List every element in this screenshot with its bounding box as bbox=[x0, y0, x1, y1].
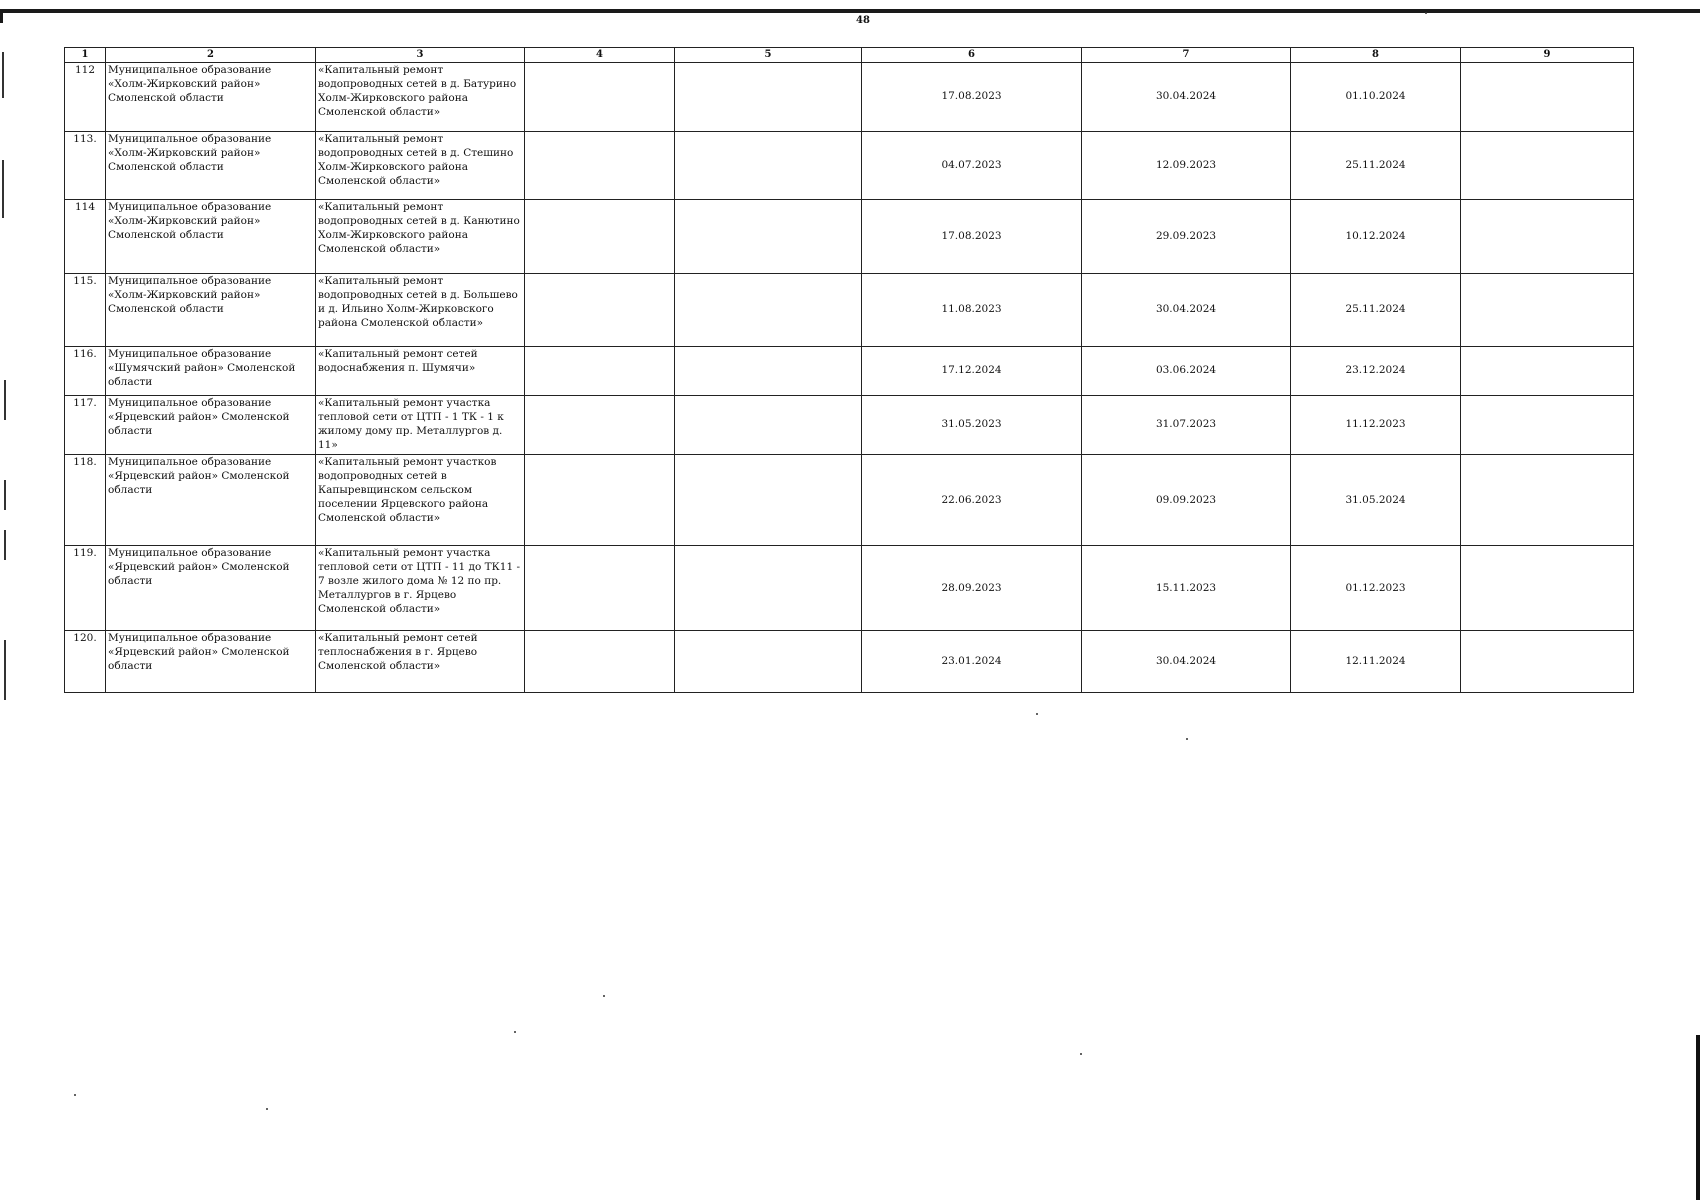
scan-edge-mark bbox=[2, 160, 4, 218]
row-number: 120. bbox=[65, 631, 106, 693]
municipality-cell: Муниципальное образование «Ярцевский район» Смоленской области bbox=[106, 631, 316, 693]
scan-speck bbox=[1186, 738, 1188, 740]
projects-table bbox=[64, 47, 1634, 693]
header-row bbox=[65, 48, 1634, 63]
scan-speck bbox=[1425, 12, 1427, 14]
column-header: 1 bbox=[65, 48, 106, 63]
column-header: 5 bbox=[675, 48, 862, 63]
column-9-cell bbox=[1461, 631, 1634, 693]
column-header: 8 bbox=[1291, 48, 1461, 63]
date-cell-col7: 30.04.2024 bbox=[1082, 63, 1291, 132]
row-number: 113. bbox=[65, 132, 106, 200]
row-number: 116. bbox=[65, 347, 106, 396]
column-5-cell bbox=[675, 396, 862, 455]
date-cell-col8: 12.11.2024 bbox=[1291, 631, 1461, 693]
municipality-cell: Муниципальное образование «Холм-Жирковский район» Смоленской области bbox=[106, 132, 316, 200]
table-row bbox=[65, 200, 1634, 274]
column-5-cell bbox=[675, 455, 862, 546]
column-9-cell bbox=[1461, 63, 1634, 132]
scan-speck bbox=[603, 995, 605, 997]
date-cell-col6: 28.09.2023 bbox=[862, 546, 1082, 631]
column-5-cell bbox=[675, 631, 862, 693]
date-cell-col6: 22.06.2023 bbox=[862, 455, 1082, 546]
object-cell: «Капитальный ремонт участка тепловой сети от ЦТП - 1 ТК - 1 к жилому дому пр. Металлургов д. 11» bbox=[316, 396, 525, 455]
date-cell-col8: 23.12.2024 bbox=[1291, 347, 1461, 396]
date-cell-col6: 17.08.2023 bbox=[862, 200, 1082, 274]
row-number: 114 bbox=[65, 200, 106, 274]
table-row bbox=[65, 274, 1634, 347]
column-9-cell bbox=[1461, 200, 1634, 274]
page-corner-mark bbox=[0, 9, 3, 23]
date-cell-col7: 09.09.2023 bbox=[1082, 455, 1291, 546]
row-number: 119. bbox=[65, 546, 106, 631]
column-4-cell bbox=[525, 200, 675, 274]
date-cell-col7: 03.06.2024 bbox=[1082, 347, 1291, 396]
table-row bbox=[65, 132, 1634, 200]
date-cell-col6: 23.01.2024 bbox=[862, 631, 1082, 693]
column-4-cell bbox=[525, 546, 675, 631]
table-row bbox=[65, 631, 1634, 693]
municipality-cell: Муниципальное образование «Холм-Жирковский район» Смоленской области bbox=[106, 200, 316, 274]
date-cell-col8: 01.10.2024 bbox=[1291, 63, 1461, 132]
column-4-cell bbox=[525, 63, 675, 132]
scan-edge-mark bbox=[4, 530, 6, 560]
scan-speck bbox=[74, 1094, 76, 1096]
object-cell: «Капитальный ремонт водопроводных сетей в д. Стешино Холм-Жирковского района Смоленской области» bbox=[316, 132, 525, 200]
column-5-cell bbox=[675, 63, 862, 132]
object-cell: «Капитальный ремонт участка тепловой сети от ЦТП - 11 до ТК11 - 7 возле жилого дома № 12 по пр. Металлургов в г. Ярцево Смоленской области» bbox=[316, 546, 525, 631]
table-row bbox=[65, 396, 1634, 455]
scan-speck bbox=[1080, 1053, 1082, 1055]
column-4-cell bbox=[525, 347, 675, 396]
municipality-cell: Муниципальное образование «Шумячский район» Смоленской области bbox=[106, 347, 316, 396]
table-row bbox=[65, 63, 1634, 132]
table-row bbox=[65, 455, 1634, 546]
table-row bbox=[65, 546, 1634, 631]
column-9-cell bbox=[1461, 546, 1634, 631]
scan-speck bbox=[266, 1108, 268, 1110]
column-9-cell bbox=[1461, 347, 1634, 396]
column-9-cell bbox=[1461, 396, 1634, 455]
page-number: 48 bbox=[856, 15, 870, 26]
scan-edge-mark bbox=[4, 380, 6, 420]
date-cell-col6: 04.07.2023 bbox=[862, 132, 1082, 200]
scan-edge-mark bbox=[4, 640, 6, 700]
column-header: 2 bbox=[106, 48, 316, 63]
column-9-cell bbox=[1461, 455, 1634, 546]
column-4-cell bbox=[525, 455, 675, 546]
municipality-cell: Муниципальное образование «Ярцевский район» Смоленской области bbox=[106, 455, 316, 546]
object-cell: «Капитальный ремонт водопроводных сетей в д. Большево и д. Ильино Холм-Жирковского района Смоленской области» bbox=[316, 274, 525, 347]
column-header: 4 bbox=[525, 48, 675, 63]
column-9-cell bbox=[1461, 274, 1634, 347]
column-4-cell bbox=[525, 631, 675, 693]
column-4-cell bbox=[525, 274, 675, 347]
row-number: 115. bbox=[65, 274, 106, 347]
column-5-cell bbox=[675, 274, 862, 347]
row-number: 118. bbox=[65, 455, 106, 546]
date-cell-col8: 25.11.2024 bbox=[1291, 132, 1461, 200]
object-cell: «Капитальный ремонт водопроводных сетей в д. Батурино Холм-Жирковского района Смоленской области» bbox=[316, 63, 525, 132]
date-cell-col8: 10.12.2024 bbox=[1291, 200, 1461, 274]
scan-edge-bar bbox=[1696, 1035, 1700, 1200]
column-header: 7 bbox=[1082, 48, 1291, 63]
date-cell-col6: 31.05.2023 bbox=[862, 396, 1082, 455]
municipality-cell: Муниципальное образование «Ярцевский район» Смоленской области bbox=[106, 396, 316, 455]
date-cell-col8: 31.05.2024 bbox=[1291, 455, 1461, 546]
row-number: 117. bbox=[65, 396, 106, 455]
object-cell: «Капитальный ремонт водопроводных сетей в д. Канютино Холм-Жирковского района Смоленской области» bbox=[316, 200, 525, 274]
column-5-cell bbox=[675, 132, 862, 200]
date-cell-col7: 15.11.2023 bbox=[1082, 546, 1291, 631]
scan-speck bbox=[514, 1031, 516, 1033]
municipality-cell: Муниципальное образование «Ярцевский район» Смоленской области bbox=[106, 546, 316, 631]
date-cell-col6: 17.08.2023 bbox=[862, 63, 1082, 132]
object-cell: «Капитальный ремонт участков водопроводных сетей в Капыревщинском сельском поселении Ярцевского района Смоленской области» bbox=[316, 455, 525, 546]
column-5-cell bbox=[675, 347, 862, 396]
column-5-cell bbox=[675, 200, 862, 274]
date-cell-col8: 11.12.2023 bbox=[1291, 396, 1461, 455]
date-cell-col7: 12.09.2023 bbox=[1082, 132, 1291, 200]
column-4-cell bbox=[525, 132, 675, 200]
date-cell-col6: 11.08.2023 bbox=[862, 274, 1082, 347]
date-cell-col7: 31.07.2023 bbox=[1082, 396, 1291, 455]
column-4-cell bbox=[525, 396, 675, 455]
municipality-cell: Муниципальное образование «Холм-Жирковский район» Смоленской области bbox=[106, 63, 316, 132]
row-number: 112 bbox=[65, 63, 106, 132]
date-cell-col8: 25.11.2024 bbox=[1291, 274, 1461, 347]
scan-edge-mark bbox=[4, 480, 6, 510]
municipality-cell: Муниципальное образование «Холм-Жирковский район» Смоленской области bbox=[106, 274, 316, 347]
scan-speck bbox=[1036, 713, 1038, 715]
date-cell-col7: 29.09.2023 bbox=[1082, 200, 1291, 274]
table-row bbox=[65, 347, 1634, 396]
date-cell-col7: 30.04.2024 bbox=[1082, 631, 1291, 693]
column-header: 9 bbox=[1461, 48, 1634, 63]
date-cell-col8: 01.12.2023 bbox=[1291, 546, 1461, 631]
column-9-cell bbox=[1461, 132, 1634, 200]
date-cell-col6: 17.12.2024 bbox=[862, 347, 1082, 396]
object-cell: «Капитальный ремонт сетей водоснабжения п. Шумячи» bbox=[316, 347, 525, 396]
column-5-cell bbox=[675, 546, 862, 631]
column-header: 3 bbox=[316, 48, 525, 63]
date-cell-col7: 30.04.2024 bbox=[1082, 274, 1291, 347]
object-cell: «Капитальный ремонт сетей теплоснабжения в г. Ярцево Смоленской области» bbox=[316, 631, 525, 693]
column-header: 6 bbox=[862, 48, 1082, 63]
page-top-rule bbox=[0, 9, 1700, 13]
scan-edge-mark bbox=[2, 52, 4, 98]
